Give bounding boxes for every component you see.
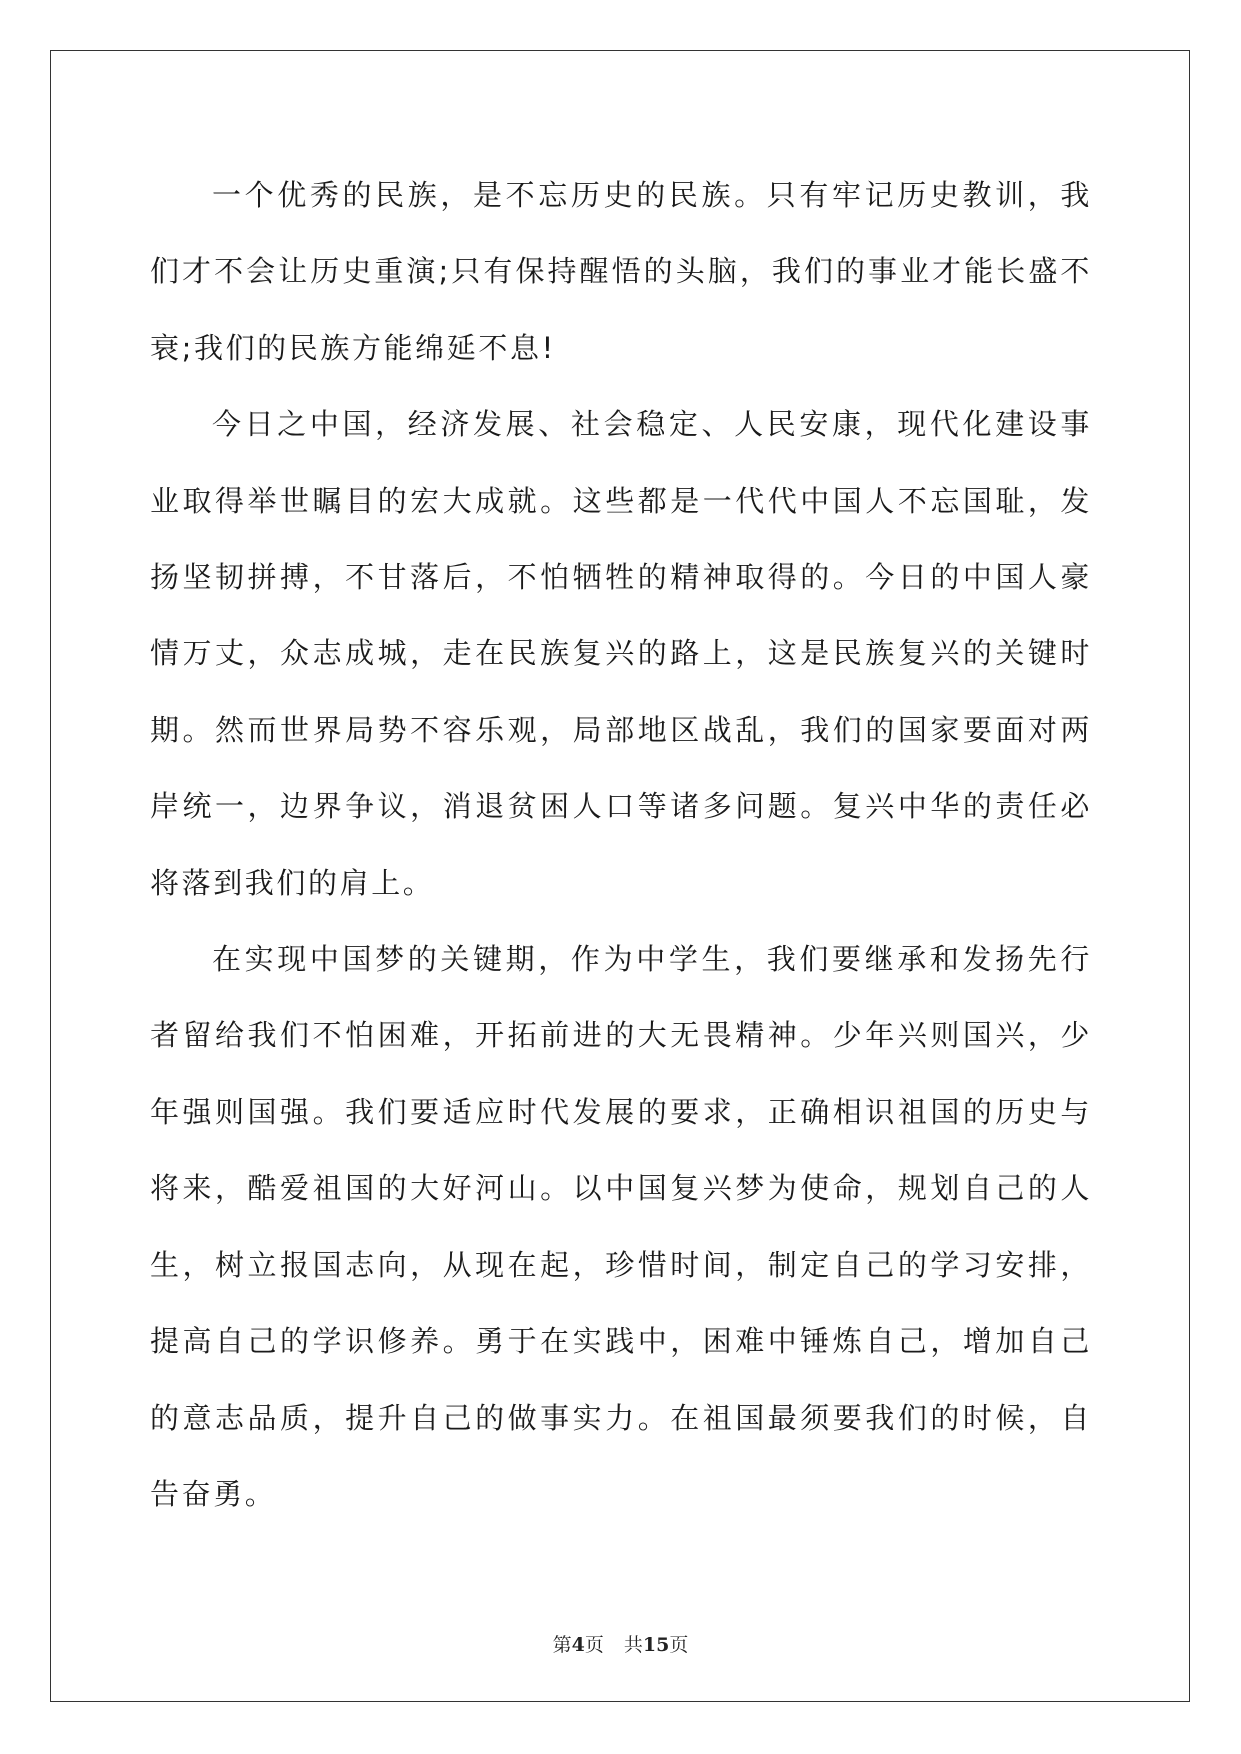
paragraph-3: 在实现中国梦的关键期，作为中学生，我们要继承和发扬先行者留给我们不怕困难，开拓前进的大无畏精神。少年兴则国兴，少年强则国强。我们要适应时代发展的要求，正确相识祖国的历史与将来，酷爱祖国的大好河山。以中国复兴梦为使命，规划自己的人生，树立报国志向，从现在起，珍惜时间，制定自己的学习安排，提高自己的学识修养。勇于在实践中，困难中锤炼自己，增加自己的意志品质，提升自己的做事实力。在祖国最须要我们的时候，自告奋勇。 [150, 942, 1092, 1511]
total-prefix: 共 [623, 1634, 643, 1656]
total-pages: 15 [642, 1634, 670, 1656]
page-footer [0, 1630, 1241, 1657]
total-suffix: 页 [669, 1634, 689, 1656]
page-number: 4 [571, 1634, 585, 1656]
paragraph-1: 一个优秀的民族，是不忘历史的民族。只有牢记历史教训，我们才不会让历史重演;只有保持醒悟的头脑，我们的事业才能长盛不衰;我们的民族方能绵延不息! [150, 178, 1092, 365]
paragraph-2: 今日之中国，经济发展、社会稳定、人民安康，现代化建设事业取得举世瞩目的宏大成就。这些都是一代代中国人不忘国耻，发扬坚韧拼搏，不甘落后，不怕牺牲的精神取得的。今日的中国人豪情万丈，众志成城，走在民族复兴的路上，这是民族复兴的关键时期。然而世界局势不容乐观，局部地区战乱，我们的国家要面对两岸统一，边界争议，消退贫困人口等诸多问题。复兴中华的责任必将落到我们的肩上。 [150, 407, 1092, 900]
page-suffix: 页 [584, 1634, 604, 1656]
page-prefix: 第 [552, 1634, 572, 1656]
document-body [150, 157, 1092, 1532]
